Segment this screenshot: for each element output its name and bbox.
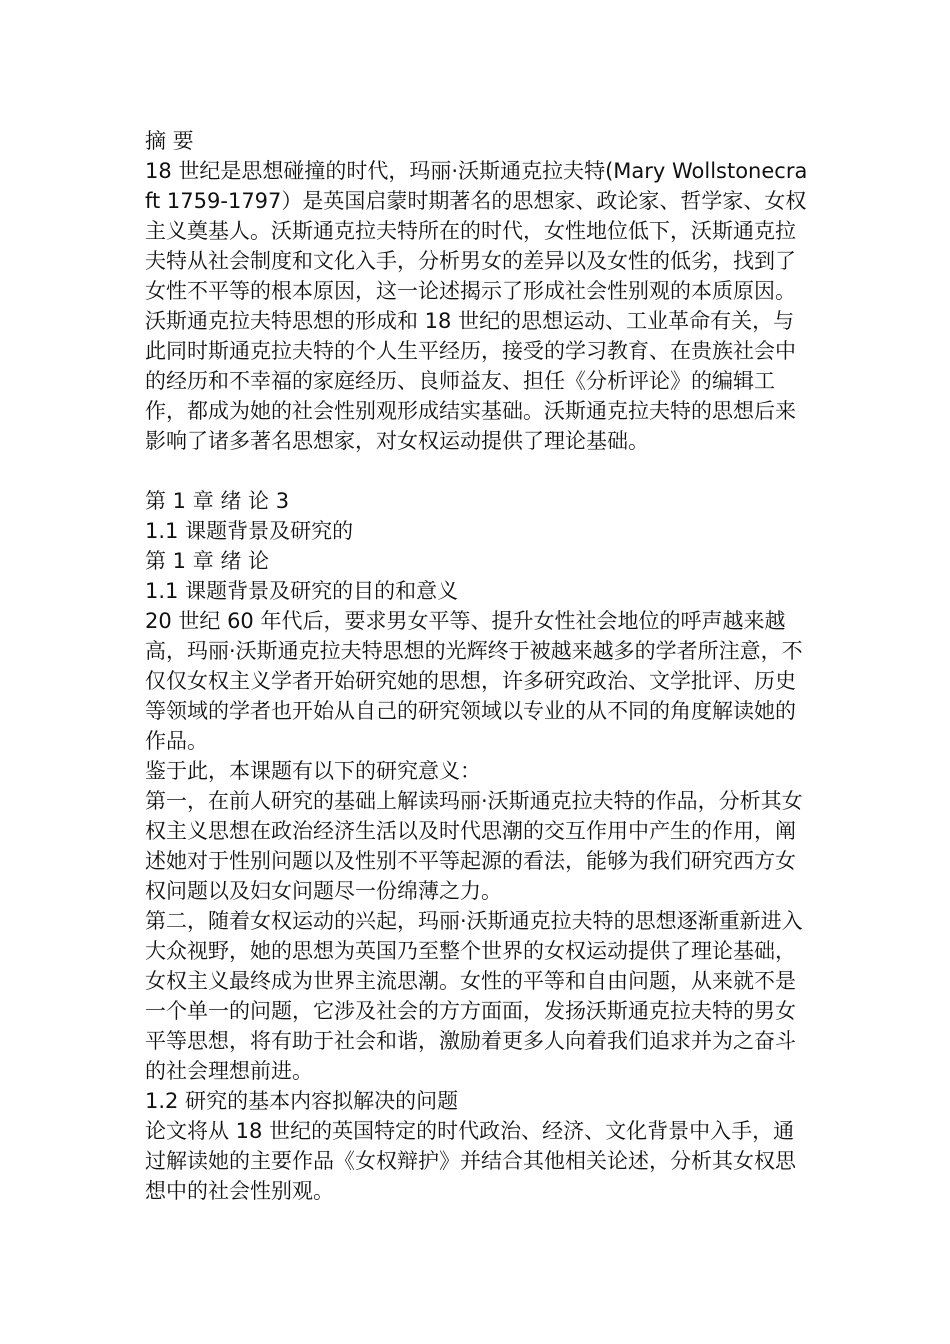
section-1-2-paragraph: 论文将从 18 世纪的英国特定的时代政治、经济、文化背景中入手，通过解读她的主要作品《女权辩护》并结合其他相关论述，分析其女权思想中的社会性别观。	[145, 1119, 796, 1203]
significance-second-paragraph: 第二，随着女权运动的兴起，玛丽·沃斯通克拉夫特的思想逐渐重新进入大众视野，她的思想为英国乃至整个世界的女权运动提供了理论基础，女权主义最终成为世界主流思潮。女性的平等和自由问题，从来就不是一个单一的问题，它涉及社会的方方面面，发扬沃斯通克拉夫特的男女平等思想，将有助于社会和谐，激励着更多人向着我们追求并为之奋斗的社会理想前进。	[145, 909, 803, 1083]
toc-section-entry: 1.1 课题背景及研究的	[145, 519, 354, 543]
document-body	[145, 126, 810, 1206]
section-1-1-paragraph: 20 世纪 60 年代后，要求男女平等、提升女性社会地位的呼声越来越高，玛丽·沃斯通克拉夫特思想的光辉终于被越来越多的学者所注意，不仅仅女权主义学者开始研究她的思想，许多研究政治、文学批评、历史等领域的学者也开始从自己的研究领域以专业的从不同的角度解读她的作品。	[145, 609, 803, 753]
section-heading-1-2: 1.2 研究的基本内容拟解决的问题	[145, 1089, 459, 1113]
abstract-paragraph: 18 世纪是思想碰撞的时代，玛丽·沃斯通克拉夫特(Mary Wollstonecraft 1759-1797）是英国启蒙时期著名的思想家、政论家、哲学家、女权主义奠基人。沃斯通克拉夫特所在的时代，女性地位低下，沃斯通克拉夫特从社会制度和文化入手，分析男女的差异以及女性的低劣，找到了女性不平等的根本原因，这一论述揭示了形成社会性别观的本质原因。沃斯通克拉夫特思想的形成和 18 世纪的思想运动、工业革命有关，与此同时斯通克拉夫特的个人生平经历，接受的学习教育、在贵族社会中的经历和不幸福的家庭经历、良师益友、担任《分析评论》的编辑工作，都成为她的社会性别观形成结实基础。沃斯通克拉夫特的思想后来影响了诸多著名思想家，对女权运动提供了理论基础。	[145, 159, 808, 453]
significance-intro: 鉴于此，本课题有以下的研究意义：	[145, 759, 481, 783]
chapter-heading: 第 1 章 绪 论	[145, 549, 270, 573]
abstract-title: 摘 要	[145, 129, 194, 153]
toc-chapter-entry: 第 1 章 绪 论 3	[145, 489, 290, 513]
paragraph-spacer	[145, 456, 810, 486]
section-heading-1-1: 1.1 课题背景及研究的目的和意义	[145, 579, 459, 603]
significance-first-paragraph: 第一，在前人研究的基础上解读玛丽·沃斯通克拉夫特的作品，分析其女权主义思想在政治经济生活以及时代思潮的交互作用中产生的作用，阐述她对于性别问题以及性别不平等起源的看法，能够为我们研究西方女权问题以及妇女问题尽一份绵薄之力。	[145, 789, 803, 903]
